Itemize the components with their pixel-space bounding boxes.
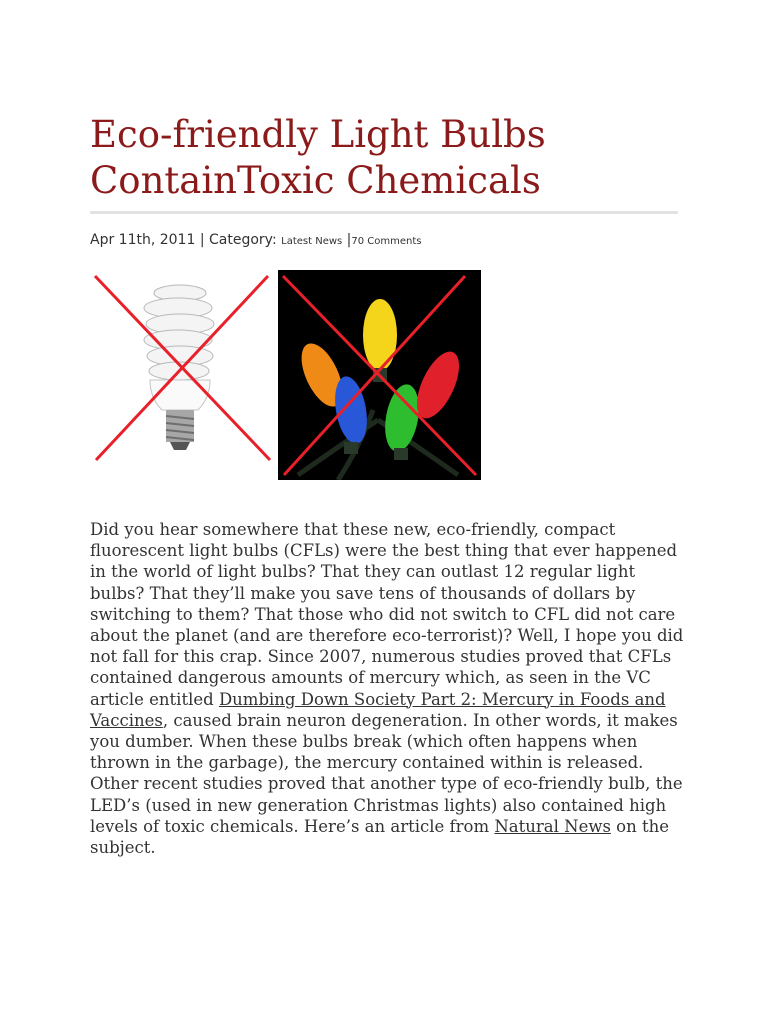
cfl-bulb-icon bbox=[90, 270, 274, 465]
cfl-bulb-image bbox=[90, 270, 274, 465]
category-link[interactable]: Latest News bbox=[281, 236, 343, 247]
category-label: Category: bbox=[209, 232, 282, 248]
natural-news-link[interactable]: Natural News bbox=[494, 816, 611, 836]
meta-pipe: | bbox=[342, 232, 352, 248]
led-lights-icon bbox=[278, 270, 481, 480]
paragraph-1-text: Did you hear somewhere that these new, eco-friendly, compact fluorescent light bulbs (CFLs) were the best thing that ever happened in the world of light bulbs? That they can outlast 12 regular light bulbs? That they’ll make you save tens of thousands of dollars by switching to them? That those who did not switch to CFL did not care about the planet (and are therefore eco-terrorist)? Well, I hope you did not fall for this crap. Since 2007, numerous studies proved that CFLs contained dangerous amounts of mercury which, as seen in the VC article entitled bbox=[90, 520, 684, 709]
title-line-1: Eco-friendly Light Bulbs bbox=[90, 113, 546, 156]
article-title bbox=[90, 112, 690, 204]
dumbing-down-society-link[interactable]: Dumbing Down Society Part 2: Mercury in Foods and Vaccines bbox=[90, 689, 666, 730]
paragraph-2-text-end: on the subject. bbox=[90, 816, 670, 858]
paragraph-1 bbox=[90, 519, 685, 773]
title-line-2: ContainToxic Chemicals bbox=[90, 159, 541, 202]
paragraph-2 bbox=[90, 773, 685, 858]
article-body bbox=[90, 519, 685, 858]
post-date: Apr 11th, 2011 bbox=[90, 232, 196, 248]
meta-separator: | bbox=[195, 232, 210, 248]
comments-link[interactable]: 70 Comments bbox=[351, 236, 422, 247]
article-meta bbox=[90, 232, 690, 248]
paragraph-2-text: Other recent studies proved that another type of eco-friendly bulb, the LED’s (used in new generation Christmas lights) also contained high levels of toxic chemicals. Here’s an article from bbox=[90, 774, 683, 836]
paragraph-1-text-end: , caused brain neuron degeneration. In other words, it makes you dumber. When these bulbs break (which often happens when thrown in the garbage), the mercury contained within is released. bbox=[90, 710, 678, 773]
led-lights-image bbox=[278, 270, 481, 480]
title-divider bbox=[90, 211, 678, 214]
